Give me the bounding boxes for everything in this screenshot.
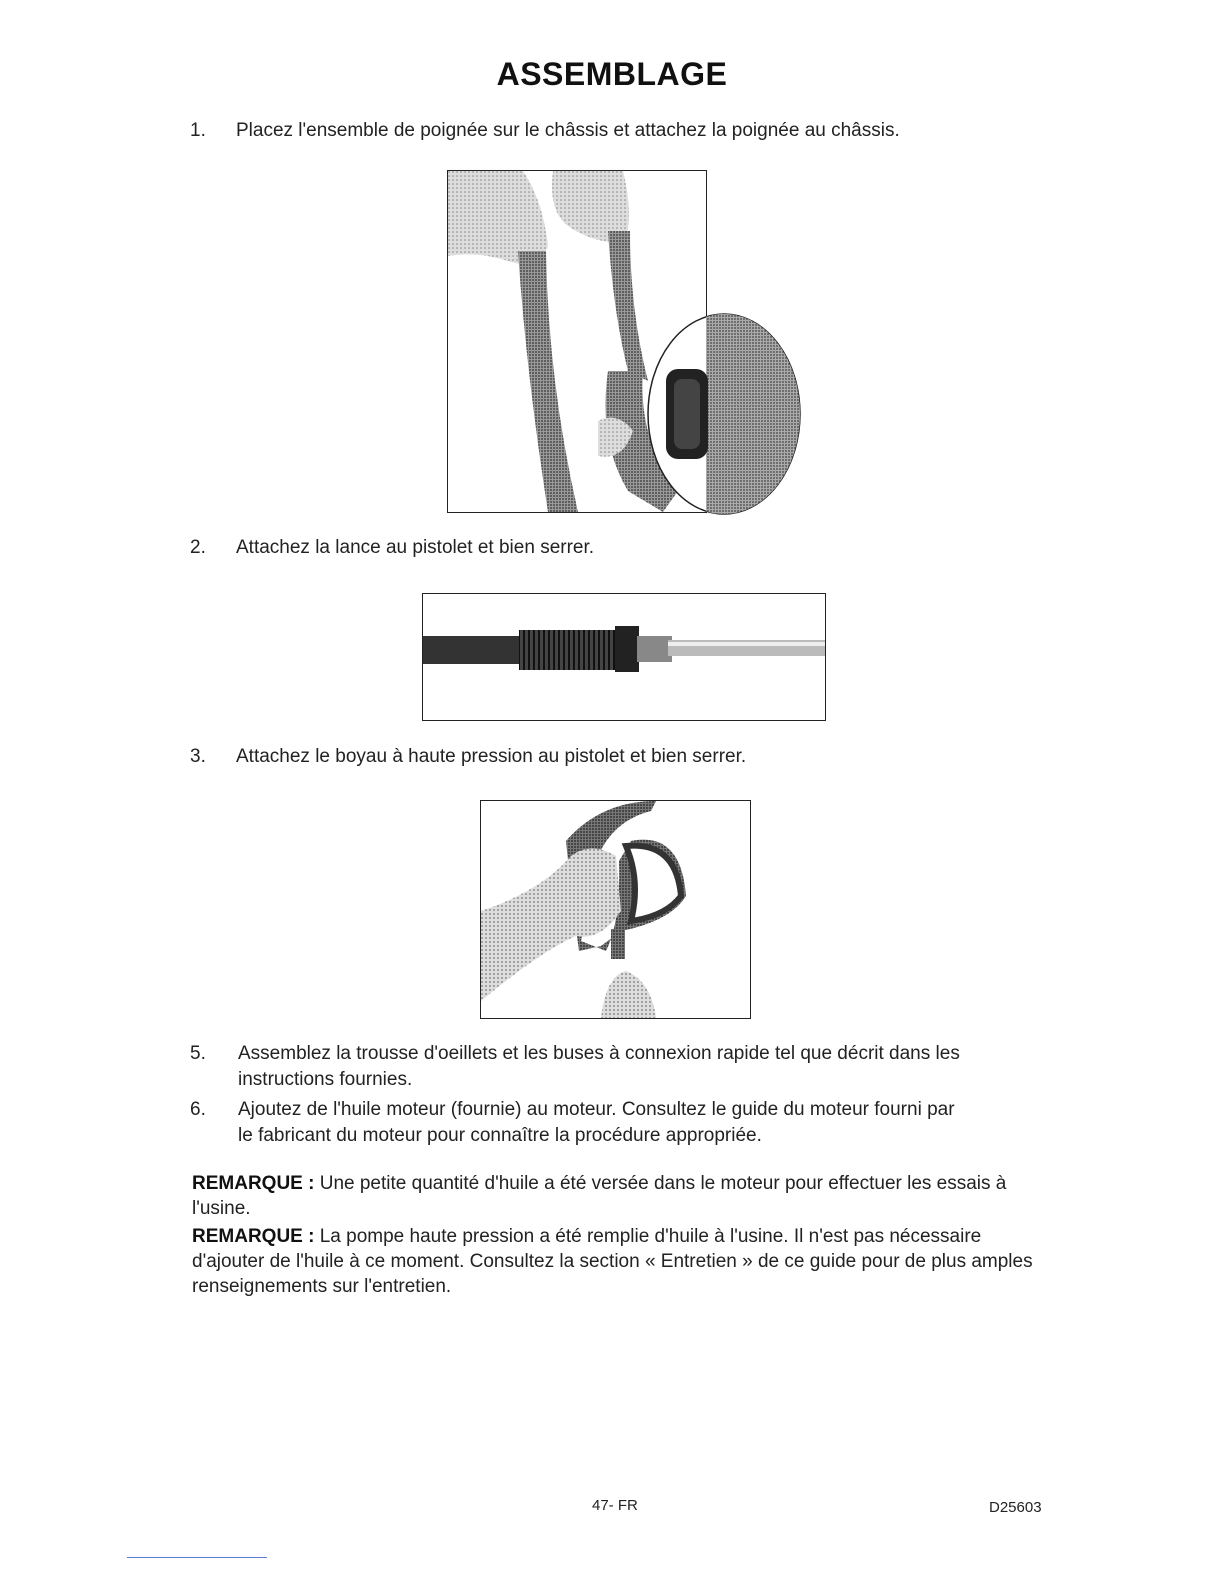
step-number: 3. [190,746,206,767]
page-title: ASSEMBLAGE [496,56,728,92]
step-text-line1: Ajoutez de l'huile moteur (fournie) au moteur. Consultez le guide du moteur fourni par [238,1099,955,1120]
note-separator: : [302,1173,320,1194]
note-separator: : [302,1226,320,1247]
step-text-line2: le fabricant du moteur pour connaître la procédure appropriée. [238,1125,762,1146]
page-number: 47- FR [592,1497,638,1514]
handle-assembly-figure [447,170,707,513]
step-number: 2. [190,537,206,558]
note-label: REMARQUE [192,1226,303,1247]
note-2 [192,1224,1042,1299]
note-text: Une petite quantité d'huile a été versée dans le moteur pour effectuer les essais à l'usine. [192,1173,1007,1219]
step-text-line2: instructions fournies. [238,1069,413,1090]
note-label: REMARQUE [192,1173,303,1194]
wand-attachment-figure [422,593,826,721]
step-5 [190,1041,1090,1093]
note-1 [192,1171,1042,1221]
step-number: 5. [190,1043,206,1064]
scan-artifact-line [127,1557,267,1558]
step-text: Attachez le boyau à haute pression au pistolet et bien serrer. [236,746,747,767]
step-text-line1: Assemblez la trousse d'oeillets et les buses à connexion rapide tel que décrit dans les [238,1043,960,1064]
step-2 [190,535,1090,561]
step-number: 1. [190,120,206,141]
step-6 [190,1097,1090,1149]
note-text: La pompe haute pression a été remplie d'huile à l'usine. Il n'est pas nécessaire d'ajouter de l'huile à ce moment. Consultez la section « Entretien » de ce guide pour de plus amples renseignements sur l'entretien. [192,1226,1033,1297]
step-1 [190,118,1090,144]
step-3 [190,744,1090,770]
step-text: Attachez la lance au pistolet et bien serrer. [236,537,595,558]
step-text: Placez l'ensemble de poignée sur le châssis et attachez la poignée au châssis. [236,120,900,141]
document-code: D25603 [989,1499,1042,1516]
gun-hose-figure [480,800,751,1019]
step-number: 6. [190,1099,206,1120]
